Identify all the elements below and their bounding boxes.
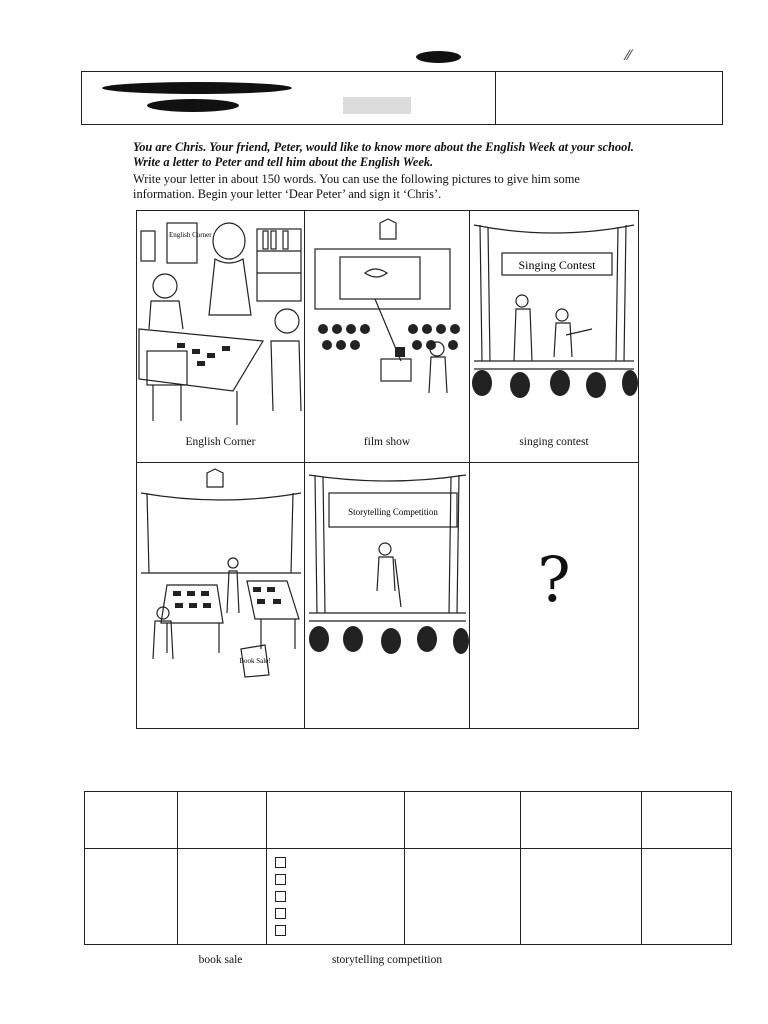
student-info-box xyxy=(81,71,723,125)
picture-film-show xyxy=(305,211,470,463)
storytelling-banner: Storytelling Competition xyxy=(348,507,438,517)
mark-cell xyxy=(642,792,732,849)
caption-english-corner: English Corner xyxy=(185,436,256,448)
mark-cell xyxy=(177,849,266,945)
checkbox-cell xyxy=(266,849,405,945)
mark-cell xyxy=(405,792,521,849)
question-mark: ? xyxy=(537,543,571,616)
mark-cell xyxy=(85,849,178,945)
instruction-text: Write your letter in about 150 words. You can use the following pictures to give him some information. Begin your letter ‘Dear Peter’ and sign it ‘Chris’. xyxy=(133,172,580,201)
redaction-mark xyxy=(102,82,292,94)
book-sale-sign: Book Sale! xyxy=(239,657,271,665)
redaction-mark xyxy=(416,51,461,63)
mark-cell xyxy=(521,849,642,945)
checkbox[interactable] xyxy=(275,925,286,936)
header-divider xyxy=(495,72,496,124)
picture-grid xyxy=(136,210,639,966)
task-text: You are Chris. Your friend, Peter, would like to know more about the English Week at your school. Write a letter to Peter and tell him about the English Week. xyxy=(133,140,634,169)
caption-film-show: film show xyxy=(363,436,411,448)
english-corner-sign: English Corner xyxy=(169,231,212,239)
checkbox[interactable] xyxy=(275,908,286,919)
mark-cell xyxy=(642,849,732,945)
storytelling-illustration xyxy=(305,463,470,685)
caption-singing-contest: singing contest xyxy=(519,436,589,448)
mark-cell xyxy=(266,792,405,849)
mark-cell xyxy=(521,792,642,849)
mark-cell xyxy=(177,792,266,849)
checkbox[interactable] xyxy=(275,874,286,885)
mark-cell xyxy=(405,849,521,945)
caption-storytelling-competition: storytelling competition xyxy=(331,954,443,966)
marking-table xyxy=(84,791,732,945)
picture-unknown xyxy=(470,463,638,728)
book-sale-illustration xyxy=(137,463,305,685)
writing-prompt xyxy=(133,140,643,202)
grey-field xyxy=(343,97,411,114)
checkbox[interactable] xyxy=(275,857,286,868)
picture-english-corner xyxy=(137,211,305,463)
picture-storytelling-competition xyxy=(305,463,470,966)
caption-book-sale: book sale xyxy=(198,954,243,966)
picture-singing-contest xyxy=(470,211,638,463)
mark-cell xyxy=(85,792,178,849)
checkbox[interactable] xyxy=(275,891,286,902)
pen-marks: ⁄⁄ xyxy=(626,48,631,64)
film-show-illustration xyxy=(305,211,470,433)
picture-book-sale xyxy=(137,463,305,966)
english-corner-illustration xyxy=(137,211,305,433)
redaction-mark xyxy=(147,99,239,112)
singing-contest-illustration xyxy=(470,211,638,433)
singing-contest-banner: Singing Contest xyxy=(518,258,596,272)
